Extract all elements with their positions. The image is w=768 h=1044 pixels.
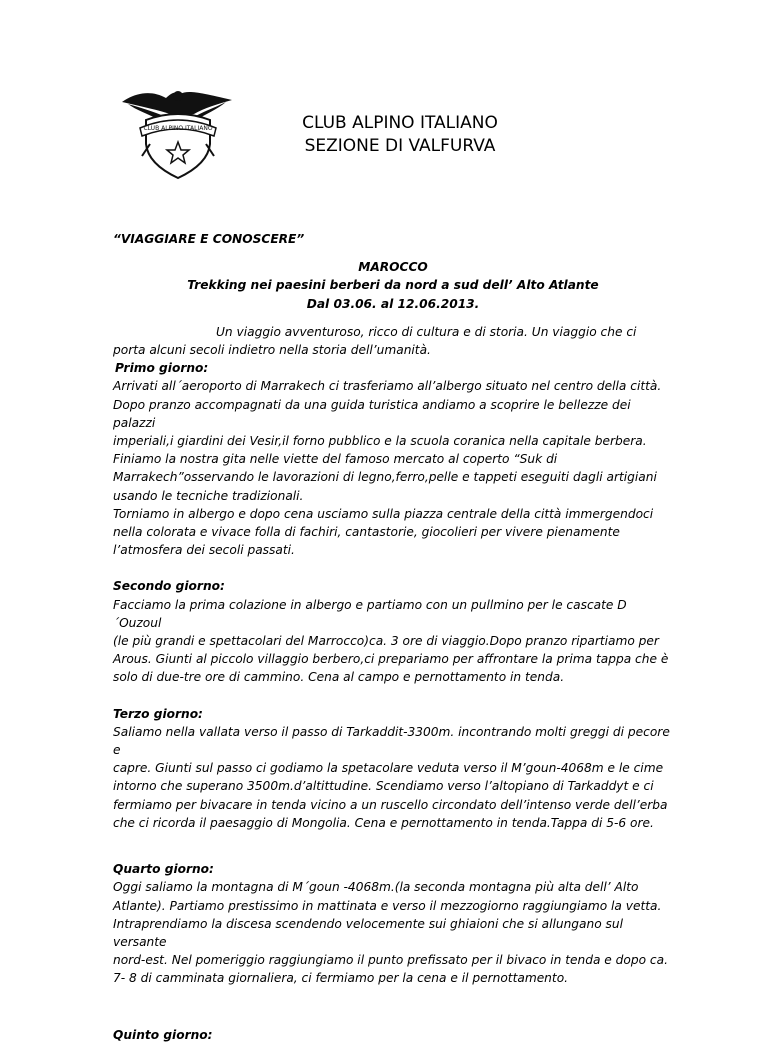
- day-line: intorno che superano 3500m.d’altittudine. Scendiamo verso l’altopiano di Tarkaddyt e ci: [113, 779, 654, 794]
- day-line: 7- 8 di camminata giornaliera, ci fermiamo per la cena e il pernottamento.: [113, 971, 569, 986]
- trip-subtitle: Trekking nei paesini berberi da nord a sud dell’ Alto Atlante: [187, 278, 599, 293]
- day-line: solo di due-tre ore di cammino. Cena al campo e pernottamento in tenda.: [113, 670, 565, 685]
- day-line: Torniamo in albergo e dopo cena usciamo sulla piazza centrale della città immergendoci: [113, 506, 654, 521]
- day-line: Facciamo la prima colazione in albergo e partiamo con un pullmino per le cascate D´Ouzoul: [113, 597, 627, 630]
- club-title: [250, 112, 550, 158]
- day-line: Dopo pranzo accompagnati da una guida turistica andiamo a scoprire le bellezze dei palazzi: [113, 397, 631, 430]
- cai-logo: [118, 84, 236, 184]
- day-line: imperiali,i giardini dei Vesir,il forno pubblico e la scuola coranica nella capitale berbera.: [113, 434, 647, 449]
- day-line: Intraprendiamo la discesa scendendo velocemente sui ghiaioni che si allungano sul versante: [113, 916, 624, 949]
- intro-line-1: Un viaggio avventuroso, ricco di cultura e di storia. Un viaggio che ci: [216, 324, 637, 339]
- day-line: (le più grandi e spettacolari del Marrocco)ca. 3 ore di viaggio.Dopo pranzo ripartiamo per: [113, 634, 659, 649]
- day-line: Atlante). Partiamo prestissimo in mattinata e verso il mezzogiorno raggiungiamo la vetta.: [113, 898, 662, 913]
- day-line: Saliamo nella vallata verso il passo di Tarkaddit-3300m. incontrando molti greggi di pecore e: [113, 724, 670, 758]
- day-line: Finiamo la nostra gita nelle viette del famoso mercato al coperto “Suk di: [113, 452, 558, 467]
- day-line: nella colorata e vivace folla di fachiri, cantastorie, giocolieri per vivere pienamente: [113, 525, 620, 540]
- club-title-line2: SEZIONE DI VALFURVA: [304, 136, 496, 156]
- day-line: che ci ricorda il paesaggio di Mongolia. Cena e pernottamento in tenda.Tappa di 5-6 ore.: [113, 815, 654, 830]
- day-line: Arous. Giunti al piccolo villaggio berbero,ci prepariamo per affrontare la prima tappa che è: [113, 652, 669, 667]
- tagline: “VIAGGIARE E CONOSCERE”: [113, 232, 305, 246]
- eagle-emblem-icon: [118, 84, 236, 184]
- day-heading: Primo giorno:: [115, 361, 209, 376]
- intro-line-2: porta alcuni secoli indietro nella storia dell’umanità.: [113, 343, 431, 358]
- day-line: Oggi saliamo la montagna di M´goun -4068m.(la seconda montagna più alta dell’ Alto: [113, 880, 639, 895]
- day-line: nord-est. Nel pomeriggio raggiungiamo il punto prefissato per il bivaco in tenda e dopo ca.: [113, 953, 668, 968]
- day-line: usando le tecniche tradizionali.: [113, 488, 304, 503]
- document-body: [113, 230, 673, 1044]
- day-line: l’atmosfera dei secoli passati.: [113, 543, 295, 558]
- club-title-line1: CLUB ALPINO ITALIANO: [302, 113, 498, 133]
- logo-banner-text: CLUB ALPINO ITALIANO: [143, 125, 213, 132]
- day-heading: Quinto giorno:: [113, 1027, 213, 1042]
- day-line: fermiamo per bivacare in tenda vicino a un ruscello circondato dell’intenso verde dell’erba: [113, 797, 668, 812]
- day-line: capre. Giunti sul passo ci godiamo la spetacolare veduta verso il M’goun-4068m e le cime: [113, 761, 664, 776]
- trip-dates: Dal 03.06. al 12.06.2013.: [306, 296, 480, 311]
- destination-title: MAROCCO: [358, 260, 428, 275]
- day-heading: Terzo giorno:: [113, 706, 203, 721]
- day-heading: Secondo giorno:: [113, 579, 225, 594]
- day-line: Arrivati all´aeroporto di Marrakech ci trasferiamo all’albergo situato nel centro della città.: [113, 379, 662, 394]
- day-line: Marrakech”osservando le lavorazioni di legno,ferro,pelle e tappeti eseguiti dagli artigiani: [113, 470, 657, 485]
- day-heading: Quarto giorno:: [113, 862, 214, 877]
